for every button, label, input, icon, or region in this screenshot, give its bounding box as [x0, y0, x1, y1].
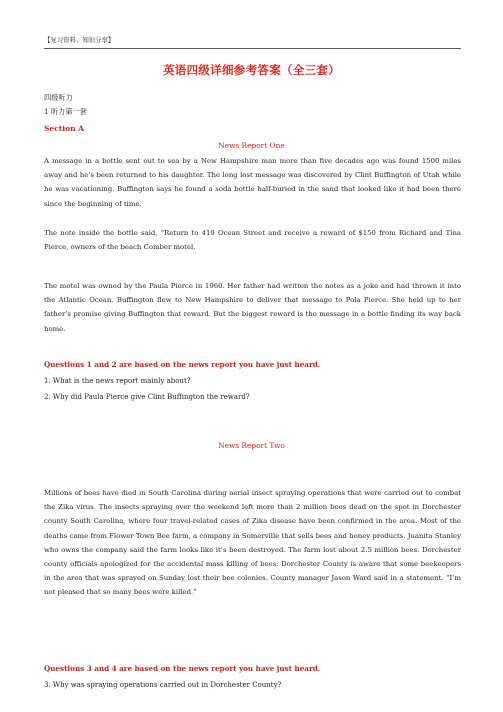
question-3: 3. Why was spraying operations carried out in Dorchester County? [44, 681, 282, 689]
header-divider [44, 48, 461, 49]
header-tag: 【复习资料、知识分享】 [44, 36, 115, 44]
report-two-paragraph-1: Millions of bees have died in South Carolina during aerial insect spraying operations that were carried out to combat the Zika virus. The insects spraying over the weekend left more than 2 million bees dead on the spot in Dorchester county South Carolina, where four travel-related cases of Zika disease have been confirmed in the area. Most of the deaths came from Flower Town Bee farm, a company in Somerville that sells bees and honey products. Juanita Stanley who owns the company said the farm looks like it’s been destroyed. The farm lost about 2.5 million bees. Dorchester county officials apologized for the accidental mass killing of bees. Dorchester County is aware that some beekeepers in the area that was sprayed on Sunday lost their bee colonies. County manager Jason Ward said in a statement. “I’m not pleased that so many bees were killed.” [44, 489, 461, 597]
questions-1-2-heading: Questions 1 and 2 are based on the news report you have just heard. [44, 360, 321, 369]
set-label: 1 听力第一套 [44, 107, 87, 116]
question-1: 1. What is the news report mainly about? [44, 377, 191, 385]
section-heading: Section A [44, 124, 84, 133]
report-two-heading: News Report Two [218, 441, 285, 450]
part-label: 四级听力 [44, 93, 73, 102]
report-one-paragraph-3: The motel was owned by the Paula Pierce in 1960. Her father had written the notes as a joke and had thrown it into the Atlantic Ocean. Buffington flew to New Hampshire to deliver that message to Pola Pierce. She held up to her father’s promise giving Buffington that reward. But the biggest reward is the message in a bottle finding its way back home. [44, 282, 461, 333]
report-one-paragraph-1: A message in a bottle sent out to sea by a New Hampshire man more than five decades ago was found 1500 miles away and he’s been returned to his daughter. The long lost message was discovered by Clint Buffington of Utah while he was vacationing. Buffington says he found a soda bottle half-buried in the sand that looked like it had been there since the beginning of time. [44, 157, 461, 208]
report-one-paragraph-2: The note inside the bottle said, “Return to 419 Ocean Street and receive a reward of $150 from Richard and Tina Pierce, owners of the beach Comber motel. [44, 229, 461, 252]
document-title: 英语四级详细参考答案（全三套） [163, 63, 340, 77]
questions-3-4-heading: Questions 3 and 4 are based on the news report you have just heard. [44, 664, 321, 673]
report-one-heading: News Report One [218, 141, 285, 150]
question-2: 2. Why did Paula Pierce give Clint Buffington the reward? [44, 393, 250, 401]
